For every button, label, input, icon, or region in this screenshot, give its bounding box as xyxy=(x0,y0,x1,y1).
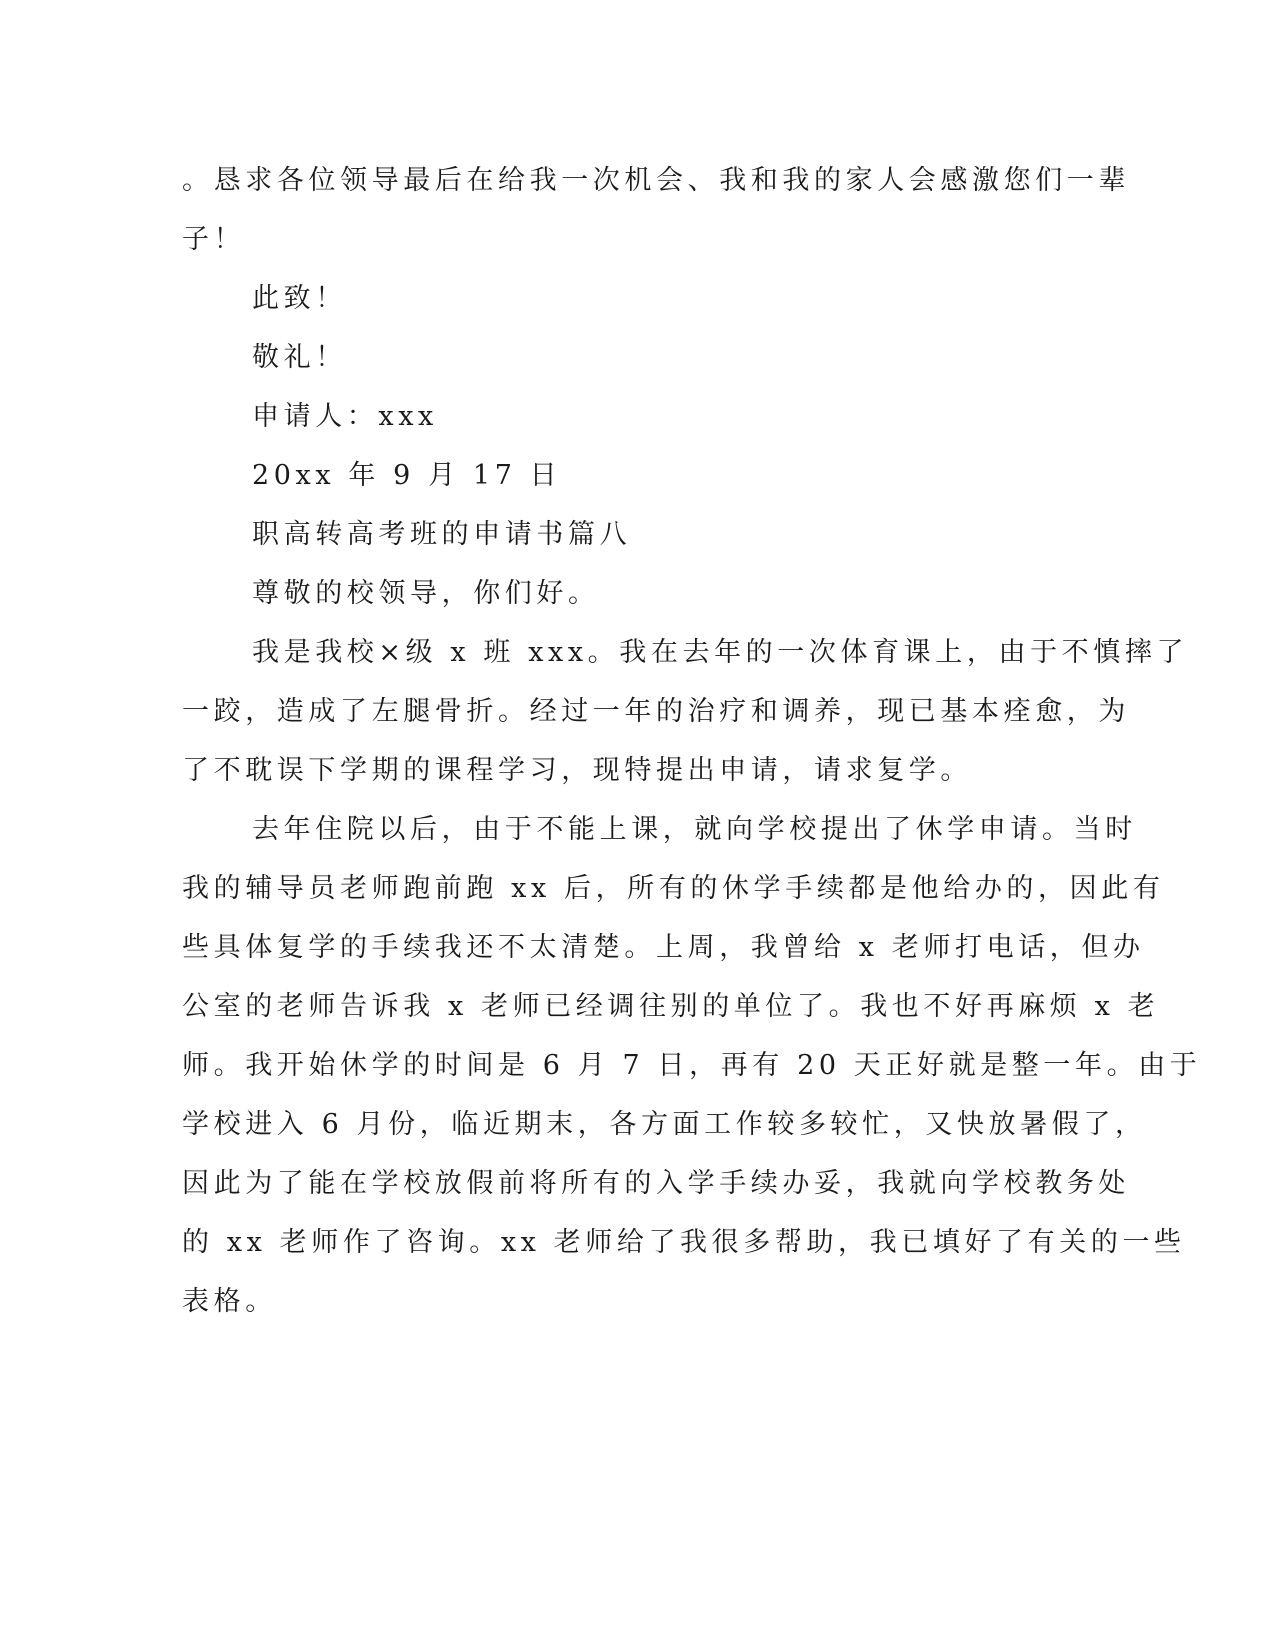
letter-date: 20xx 年 9 月 17 日 xyxy=(252,460,562,491)
text-line: 。恳求各位领导最后在给我一次机会、我和我的家人会感激您们一辈 xyxy=(182,165,1130,196)
paragraph-line: 学校进入 6 月份，临近期末，各方面工作较多较忙，又快放暑假了， xyxy=(182,1109,1147,1140)
section-heading: 职高转高考班的申请书篇八 xyxy=(252,519,632,550)
paragraph-line: 一跤，造成了左腿骨折。经过一年的治疗和调养，现已基本痊愈，为 xyxy=(182,696,1130,727)
paragraph-line: 了不耽误下学期的课程学习，现特提出申请，请求复学。 xyxy=(182,755,972,786)
closing-salutation: 此致！ xyxy=(252,283,347,314)
text-line: 子！ xyxy=(182,224,246,255)
paragraph-line: 表格。 xyxy=(182,1286,277,1317)
applicant-signature: 申请人：xxx xyxy=(252,401,438,432)
paragraph-line: 公室的老师告诉我 x 老师已经调往别的单位了。我也不好再麻烦 x 老 xyxy=(182,991,1160,1022)
paragraph-line: 些具体复学的手续我还不太清楚。上周，我曾给 x 老师打电话，但办 xyxy=(182,932,1145,963)
greeting: 尊敬的校领导，你们好。 xyxy=(252,578,600,609)
paragraph-line: 去年住院以后，由于不能上课，就向学校提出了休学申请。当时 xyxy=(252,814,1137,845)
paragraph-line: 师。我开始休学的时间是 6 月 7 日，再有 20 天正好就是整一年。由于 xyxy=(182,1050,1202,1081)
closing-regards: 敬礼！ xyxy=(252,342,347,373)
paragraph-line: 我是我校×级 x 班 xxx。我在去年的一次体育课上，由于不慎摔了 xyxy=(252,637,1189,668)
paragraph-line: 的 xx 老师作了咨询。xx 老师给了我很多帮助，我已填好了有关的一些 xyxy=(182,1227,1186,1258)
paragraph-line: 我的辅导员老师跑前跑 xx 后，所有的休学手续都是他给办的，因此有 xyxy=(182,873,1165,904)
paragraph-line: 因此为了能在学校放假前将所有的入学手续办妥，我就向学校教务处 xyxy=(182,1168,1130,1199)
